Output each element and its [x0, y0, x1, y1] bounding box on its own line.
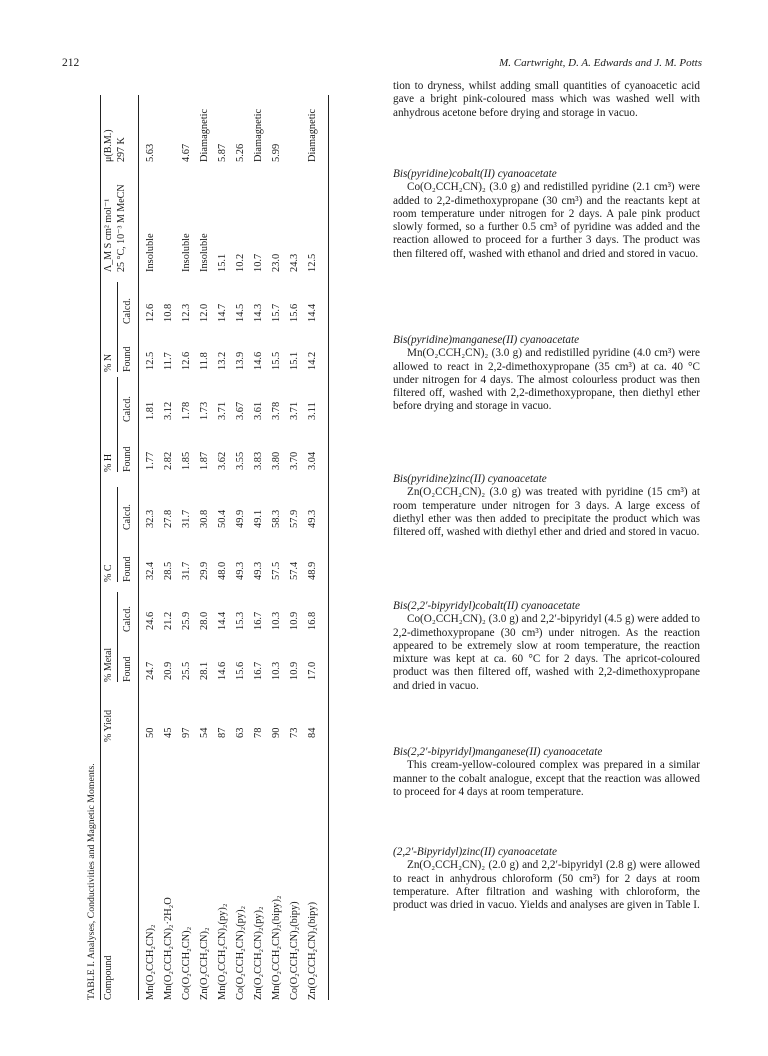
section-body: Co(O₂CCH₂CN)₂ (3.0 g) and 2,2′-bipyridyl (4.5 g) were added to 2,2-dimethoxypropane (30 cm³) under nitrogen. As the reaction appeared to be extremely slow at room temperature, the reaction mixture was kept at ca. 60 °C for 2 days. The apricot-coloured product was then filtered off, washed with 2,2-dimethoxypropane and dried in vacuo. — [393, 613, 700, 692]
cell-conductivity: 12.5 — [307, 253, 318, 272]
cell-metal-found: 14.6 — [217, 661, 228, 680]
cell-compound: Zn(O₂CCH₂CN)₂(bipy) — [307, 901, 318, 1000]
section-heading: Bis(pyridine)zinc(II) cyanoacetate — [393, 473, 547, 485]
cell-magnetic-moment: 5.87 — [217, 143, 228, 162]
cell-c-calcd: 31.7 — [181, 509, 192, 528]
cell-metal-found: 10.3 — [271, 661, 282, 680]
cell-h-calcd: 3.11 — [307, 402, 318, 420]
page-number: 212 — [62, 57, 80, 69]
section-body: This cream-yellow-coloured complex was prepared in a similar manner to the cobalt analogue, except that the reaction was allowed to proceed for 4 days at room temperature. — [393, 759, 700, 798]
cell-h-found: 3.83 — [253, 451, 264, 470]
cell-metal-calcd: 28.0 — [199, 611, 210, 630]
cell-conductivity: 15.1 — [217, 253, 228, 272]
running-head: M. Cartwright, D. A. Edwards and J. M. Potts — [499, 57, 702, 69]
cell-h-found: 3.70 — [289, 451, 300, 470]
cell-magnetic-moment: Diamagnetic — [253, 108, 264, 162]
cell-h-found: 2.82 — [163, 451, 174, 470]
header-nitrogen-calcd: Calcd. — [122, 298, 133, 324]
cell-h-calcd: 3.71 — [217, 401, 228, 420]
table-row — [272, 95, 284, 1000]
cell-n-found: 13.2 — [217, 351, 228, 370]
table-row — [164, 95, 176, 1000]
cell-n-calcd: 12.6 — [145, 303, 156, 322]
cell-metal-found: 10.9 — [289, 661, 300, 680]
cell-n-found: 13.9 — [235, 351, 246, 370]
cell-magnetic-moment: 5.99 — [271, 143, 282, 162]
section-4 — [393, 600, 700, 693]
cell-c-calcd: 58.3 — [271, 509, 282, 528]
cell-metal-found: 20.9 — [163, 661, 174, 680]
cell-c-calcd: 27.8 — [163, 509, 174, 528]
cell-n-found: 12.6 — [181, 351, 192, 370]
cell-metal-calcd: 10.3 — [271, 611, 282, 630]
cell-c-calcd: 30.8 — [199, 509, 210, 528]
section-body: Zn(O₂CCH₂CN)₂ (3.0 g) was treated with pyridine (15 cm³) at room temperature under nitrogen for 3 days. A large excess of diethyl ether was then added to precipitate the product which was filtered off, washed with diethyl ether and dried and stored in vacuo. — [393, 486, 700, 539]
cell-n-calcd: 14.4 — [307, 303, 318, 322]
section-heading: Bis(2,2′-bipyridyl)cobalt(II) cyanoacetate — [393, 600, 580, 612]
cell-c-found: 32.4 — [145, 561, 156, 580]
cell-metal-calcd: 15.3 — [235, 611, 246, 630]
cell-n-found: 15.1 — [289, 351, 300, 370]
cell-c-found: 49.3 — [235, 561, 246, 580]
cell-conductivity: Insoluble — [145, 233, 156, 272]
cell-c-found: 28.5 — [163, 561, 174, 580]
cell-h-calcd: 3.12 — [163, 401, 174, 420]
carbon-subrule — [117, 487, 118, 582]
cell-yield: 63 — [235, 727, 246, 738]
cell-n-found: 11.7 — [163, 352, 174, 370]
cell-n-calcd: 14.5 — [235, 303, 246, 322]
cell-metal-found: 15.6 — [235, 661, 246, 680]
cell-metal-found: 28.1 — [199, 661, 210, 680]
table-row — [146, 95, 158, 1000]
cell-c-calcd: 49.3 — [307, 509, 318, 528]
header-carbon-found: Found — [122, 556, 133, 582]
header-nitrogen-found: Found — [122, 346, 133, 372]
cell-conductivity: Insoluble — [199, 233, 210, 272]
cell-h-found: 3.80 — [271, 451, 282, 470]
section-heading: Bis(2,2′-bipyridyl)manganese(II) cyanoacetate — [393, 746, 603, 758]
cell-n-found: 12.5 — [145, 351, 156, 370]
cell-n-calcd: 15.7 — [271, 303, 282, 322]
cell-c-found: 29.9 — [199, 561, 210, 580]
cell-c-calcd: 32.3 — [145, 509, 156, 528]
cell-n-calcd: 15.6 — [289, 303, 300, 322]
section-1 — [393, 168, 700, 261]
cell-c-calcd: 49.9 — [235, 509, 246, 528]
table-top-rule — [100, 95, 101, 1000]
cell-metal-calcd: 24.6 — [145, 611, 156, 630]
cell-compound: Zn(O₂CCH₂CN)₂ — [199, 927, 210, 1000]
cell-conductivity: Insoluble — [181, 233, 192, 272]
section-body: Co(O₂CCH₂CN)₂ (3.0 g) and redistilled pyridine (2.1 cm³) were added to 2,2-dimethoxypropane (30 cm³) and the reactants kept at room temperature under nitrogen for 2 days. A pale pink product slowly formed, so a further 0.5 cm³ of pyridine was added and the reaction allowed to proceed for a further 3 days. The product was then filtered off, washed with ethanol and dried and stored in vacuo. — [393, 181, 700, 260]
cell-c-calcd: 50.4 — [217, 509, 228, 528]
cell-c-found: 48.9 — [307, 561, 318, 580]
cell-h-calcd: 3.78 — [271, 401, 282, 420]
header-moment-line1: μ(B.M.) — [103, 129, 114, 162]
header-hydrogen-found: Found — [122, 446, 133, 472]
cell-compound: Mn(O₂CCH₂CN)₂ — [145, 924, 156, 1000]
section-2 — [393, 334, 700, 414]
cell-h-calcd: 1.81 — [145, 401, 156, 420]
cell-conductivity: 10.7 — [253, 253, 264, 272]
section-heading: (2,2′-Bipyridyl)zinc(II) cyanoacetate — [393, 846, 557, 858]
cell-h-found: 3.55 — [235, 451, 246, 470]
cell-yield: 73 — [289, 727, 300, 738]
header-moment-line2: 297 K — [116, 137, 127, 162]
cell-n-calcd: 10.8 — [163, 303, 174, 322]
table-1 — [87, 95, 340, 1000]
cell-yield: 54 — [199, 727, 210, 738]
cell-c-found: 57.4 — [289, 561, 300, 580]
cell-yield: 45 — [163, 727, 174, 738]
cell-n-calcd: 12.0 — [199, 303, 210, 322]
table-row — [218, 95, 230, 1000]
cell-c-found: 49.3 — [253, 561, 264, 580]
header-metal: % Metal — [103, 647, 114, 682]
cell-c-calcd: 49.1 — [253, 509, 264, 528]
cell-h-calcd: 3.71 — [289, 401, 300, 420]
cell-h-found: 3.62 — [217, 451, 228, 470]
cell-metal-found: 17.0 — [307, 661, 318, 680]
cell-n-found: 14.2 — [307, 351, 318, 370]
cell-compound: Zn(O₂CCH₂CN)₂(py)₂ — [253, 906, 264, 1000]
cell-magnetic-moment: Diamagnetic — [307, 108, 318, 162]
cell-yield: 90 — [271, 727, 282, 738]
cell-metal-calcd: 14.4 — [217, 611, 228, 630]
cell-h-calcd: 3.61 — [253, 401, 264, 420]
cell-compound: Co(O₂CCH₂CN)₂ — [181, 926, 192, 1000]
cell-h-found: 1.87 — [199, 451, 210, 470]
cell-metal-found: 25.5 — [181, 661, 192, 680]
cell-metal-calcd: 25.9 — [181, 611, 192, 630]
section-heading: Bis(pyridine)manganese(II) cyanoacetate — [393, 334, 580, 346]
cell-compound: Mn(O₂CCH₂CN)₂(bipy)₂ — [271, 895, 282, 1000]
cell-magnetic-moment: 5.26 — [235, 143, 246, 162]
cell-h-calcd: 3.67 — [235, 401, 246, 420]
cell-magnetic-moment: 5.63 — [145, 143, 156, 162]
cell-n-calcd: 14.3 — [253, 303, 264, 322]
table-row — [182, 95, 194, 1000]
header-carbon-calcd: Calcd. — [122, 504, 133, 530]
cell-h-found: 1.77 — [145, 451, 156, 470]
cell-yield: 97 — [181, 727, 192, 738]
header-conductivity-line2: 25 °C, 10⁻³ M MeCN — [116, 184, 127, 272]
cell-yield: 50 — [145, 727, 156, 738]
cell-h-found: 3.04 — [307, 451, 318, 470]
cell-compound: Mn(O₂CCH₂CN)₂·2H₂O — [163, 897, 174, 1000]
cell-c-found: 31.7 — [181, 561, 192, 580]
section-heading: Bis(pyridine)cobalt(II) cyanoacetate — [393, 168, 557, 180]
cell-c-calcd: 57.9 — [289, 509, 300, 528]
cell-h-calcd: 1.73 — [199, 401, 210, 420]
header-compound: Compound — [103, 955, 114, 1000]
cell-metal-calcd: 21.2 — [163, 611, 174, 630]
section-body: Mn(O₂CCH₂CN)₂ (3.0 g) and redistilled pyridine (4.0 cm³) were allowed to react in 2,2-dimethoxypropane (35 cm³) at ca. 40 °C under nitrogen for 4 days. The almost colourless product was then filtered off, washed with 2,2-dimethoxypropane, then diethyl ether before drying and storage in vacuo. — [393, 347, 700, 413]
cell-n-found: 14.6 — [253, 351, 264, 370]
cell-compound: Mn(O₂CCH₂CN)₂(py)₂ — [217, 903, 228, 1000]
cell-yield: 84 — [307, 727, 318, 738]
header-conductivity-line1: Λ_M S cm² mol⁻¹ — [103, 198, 114, 272]
cell-compound: Co(O₂CCH₂CN)₂(bipy) — [289, 901, 300, 1000]
cell-h-found: 1.85 — [181, 451, 192, 470]
table-bottom-rule — [328, 95, 329, 1000]
table-row — [308, 95, 320, 1000]
section-5 — [393, 746, 700, 799]
cell-compound: Co(O₂CCH₂CN)₂(py)₂ — [235, 905, 246, 1000]
header-metal-found: Found — [122, 656, 133, 682]
table-row — [236, 95, 248, 1000]
cell-n-found: 11.8 — [199, 352, 210, 370]
cell-n-calcd: 12.3 — [181, 303, 192, 322]
hydrogen-subrule — [117, 377, 118, 472]
cell-c-found: 48.0 — [217, 561, 228, 580]
cell-magnetic-moment: Diamagnetic — [199, 108, 210, 162]
header-carbon: % C — [103, 564, 114, 582]
metal-subrule — [117, 592, 118, 682]
table-caption: TABLE I. Analyses, Conductivities and Magnetic Moments. — [86, 763, 97, 1000]
cell-metal-found: 24.7 — [145, 661, 156, 680]
cell-conductivity: 23.0 — [271, 253, 282, 272]
cell-yield: 78 — [253, 727, 264, 738]
cell-metal-calcd: 10.9 — [289, 611, 300, 630]
header-metal-calcd: Calcd. — [122, 606, 133, 632]
table-row — [290, 95, 302, 1000]
cell-n-found: 15.5 — [271, 351, 282, 370]
cell-magnetic-moment: 4.67 — [181, 143, 192, 162]
header-nitrogen: % N — [103, 353, 114, 372]
table-row — [254, 95, 266, 1000]
intro-text: tion to dryness, whilst adding small quantities of cyanoacetic acid gave a bright pink-coloured mass which was washed well with anhydrous acetone before drying and storage in vacuo. — [393, 80, 700, 119]
section-6 — [393, 846, 700, 912]
nitrogen-subrule — [117, 282, 118, 372]
cell-yield: 87 — [217, 727, 228, 738]
cell-conductivity: 24.3 — [289, 253, 300, 272]
header-hydrogen-calcd: Calcd. — [122, 396, 133, 422]
section-body: Zn(O₂CCH₂CN)₂ (2.0 g) and 2,2′-bipyridyl (2.8 g) were allowed to react in anhydrous chloroform (50 cm³) for 2 days at room temperature. After filtration and washing with chloroform, the product was dried in vacuo. Yields and analyses are given in Table I. — [393, 859, 700, 912]
section-3 — [393, 473, 700, 539]
intro-paragraph — [393, 80, 700, 120]
cell-n-calcd: 14.7 — [217, 303, 228, 322]
cell-c-found: 57.5 — [271, 561, 282, 580]
cell-h-calcd: 1.78 — [181, 401, 192, 420]
cell-metal-found: 16.7 — [253, 661, 264, 680]
table-row — [200, 95, 212, 1000]
header-yield: % Yield — [103, 709, 114, 742]
cell-metal-calcd: 16.7 — [253, 611, 264, 630]
header-hydrogen: % H — [103, 453, 114, 472]
table-header-rule — [138, 95, 139, 1000]
cell-metal-calcd: 16.8 — [307, 611, 318, 630]
cell-conductivity: 10.2 — [235, 253, 246, 272]
